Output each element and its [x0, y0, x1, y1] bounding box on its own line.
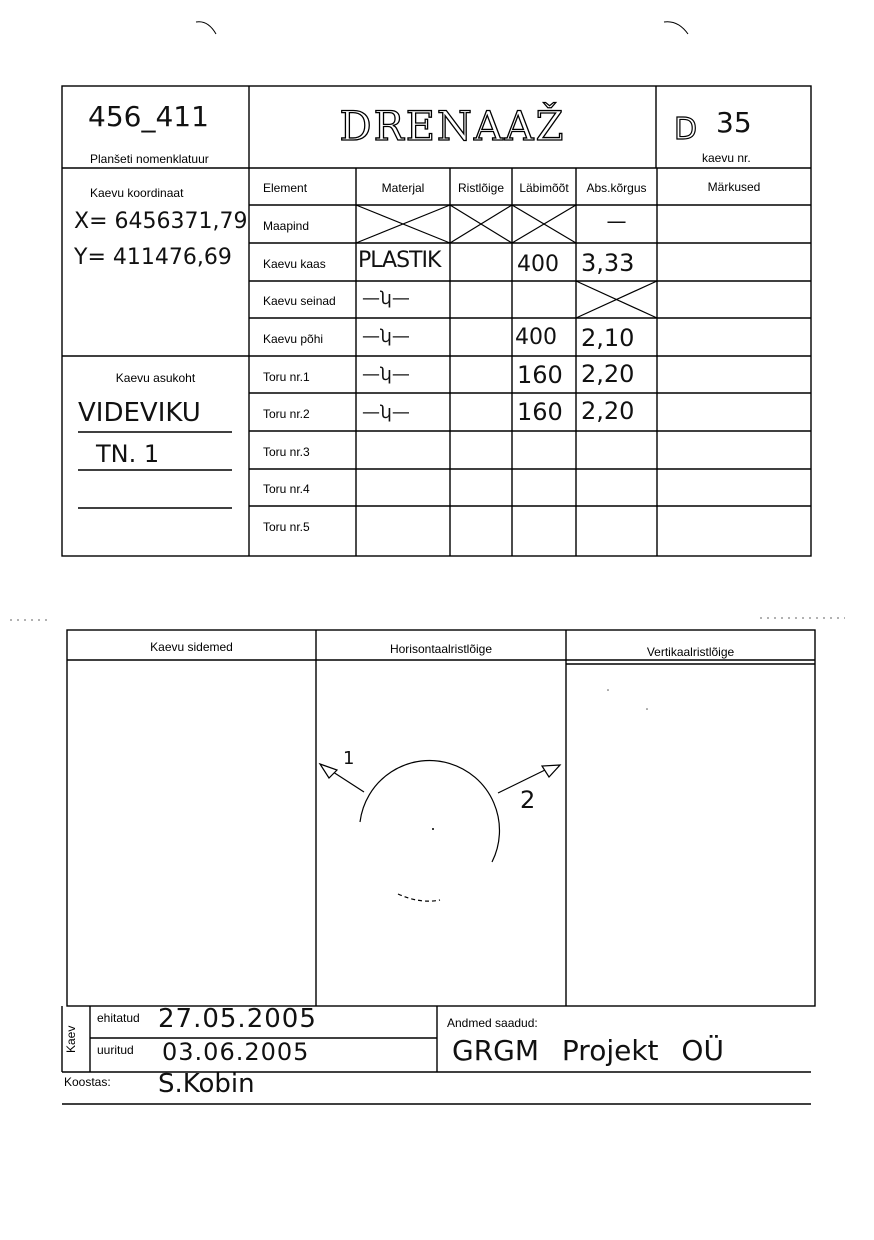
data-source-value: GRGM Projekt OÜ: [452, 1034, 724, 1067]
pipe-2-arrow: [542, 765, 560, 777]
coordinates-label: Kaevu koordinaat: [90, 186, 184, 200]
inspected-label: uuritud: [97, 1043, 134, 1057]
kaev-label: Kaev: [64, 1025, 78, 1053]
pipe1-material: —ʮ—: [362, 364, 410, 385]
row-element-label: Maapind: [263, 219, 310, 233]
bottom-material: —ʮ—: [362, 326, 410, 347]
pipe2-material: —ʮ—: [362, 402, 410, 423]
col-header-cross-section: Ristlõige: [457, 181, 505, 195]
row-element-label: Toru nr.1: [263, 370, 310, 384]
pipe-2-label: 2: [520, 786, 536, 814]
location-line-1: VIDEVIKU: [78, 398, 201, 428]
pipe-1-label: 1: [343, 748, 355, 769]
row-element-label: Toru nr.5: [263, 520, 310, 534]
pipe2-height: 2,20: [581, 397, 635, 425]
pipe-1-line: [330, 770, 364, 792]
row-element-label: Kaevu kaas: [263, 257, 326, 271]
row-element-label: Toru nr.2: [263, 407, 310, 421]
maapind-height: —: [606, 209, 627, 233]
section-horizontal-label: Horisontaalristlõige: [389, 642, 493, 656]
location-label: Kaevu asukoht: [115, 371, 196, 385]
row-element-label: Toru nr.4: [263, 482, 310, 496]
well-circle: [360, 761, 499, 862]
pipe1-diameter: 160: [517, 361, 563, 389]
section-vertical-label: Vertikaalristlõige: [646, 645, 735, 659]
coordinate-x: X= 6456371,79: [74, 209, 248, 234]
row-element-label: Toru nr.3: [263, 445, 310, 459]
cover-diameter: 400: [517, 252, 559, 277]
inspected-date: 03.06.2005: [162, 1038, 310, 1066]
cover-material: PLASTIK: [358, 248, 441, 273]
row-element-label: Kaevu seinad: [263, 294, 336, 308]
walls-material: —ʮ—: [362, 288, 410, 309]
bottom-height: 2,10: [581, 324, 635, 352]
well-prefix: D: [674, 112, 698, 147]
section-links-label: Kaevu sidemed: [150, 640, 233, 654]
col-header-abs-height: Abs.kõrgus: [586, 181, 647, 195]
well-number: 35: [716, 106, 752, 139]
row-element-label: Kaevu põhi: [263, 332, 324, 346]
col-header-element: Element: [263, 181, 308, 195]
cover-height: 3,33: [581, 249, 635, 277]
coordinate-y: Y= 411476,69: [74, 245, 232, 270]
data-source-label: Andmed saadud:: [447, 1016, 538, 1030]
built-date: 27.05.2005: [158, 1004, 317, 1034]
col-header-diameter: Läbimõõt: [519, 181, 569, 195]
well-number-label: kaevu nr.: [702, 151, 751, 165]
well-sketch: [320, 761, 560, 902]
col-header-material: Materjal: [381, 181, 425, 195]
map-sheet-label: Planšeti nomenklatuur: [90, 152, 209, 166]
bottom-diameter: 400: [515, 325, 557, 350]
col-header-notes: Märkused: [707, 180, 761, 194]
compiled-by-label: Koostas:: [64, 1075, 111, 1089]
form-title: DRENAAŽ: [339, 104, 566, 150]
pipe-1-arrow: [320, 764, 337, 778]
compiled-by-value: S.Kobin: [158, 1069, 255, 1099]
built-label: ehitatud: [97, 1011, 140, 1025]
location-line-2: TN. 1: [96, 440, 160, 468]
map-sheet-value: 456_411: [88, 100, 209, 133]
pipe1-height: 2,20: [581, 360, 635, 388]
sketch-frame: [67, 630, 815, 1006]
pipe2-diameter: 160: [517, 398, 563, 426]
